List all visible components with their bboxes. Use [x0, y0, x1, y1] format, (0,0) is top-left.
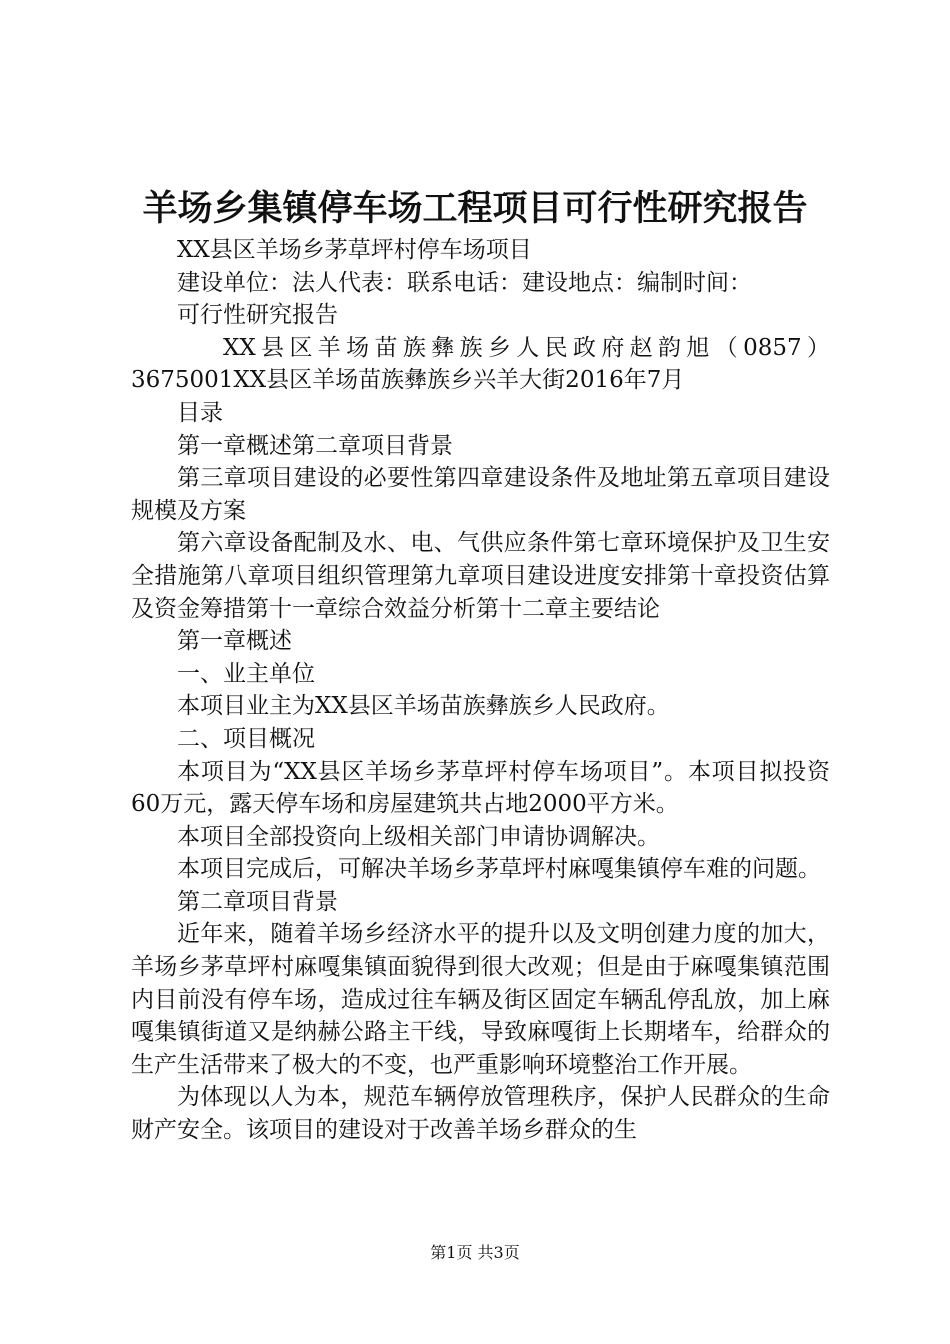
- heading-project-overview: 二、项目概况: [177, 725, 315, 752]
- heading-chapter-2: 第二章项目背景: [177, 888, 338, 915]
- paragraph-report-type: 可行性研究报告: [177, 302, 338, 329]
- paragraph-toc-line-3: 第六章设备配制及水、电、气供应条件第七章环境保护及卫生安全措施第八章项目组织管理第九章项目建设进度安排第十章投资估算及资金筹措第十一章综合效益分析第十二章主要结论: [131, 530, 830, 622]
- paragraph-purpose: 为体现以人为本，规范车辆停放管理秩序，保护人民群众的生命财产安全。该项目的建设对于改善羊场乡群众的生: [131, 1084, 830, 1144]
- paragraph-toc-line-2: 第三章项目建设的必要性第四章建设条件及地址第五章项目建设规模及方案: [131, 465, 830, 524]
- heading-chapter-1: 第一章概述: [177, 628, 292, 655]
- paragraph-info-fields: 建设单位：法人代表：联系电话：建设地点：编制时间：: [177, 269, 752, 296]
- heading-owner-unit: 一、业主单位: [177, 660, 315, 687]
- paragraph-project-outcome: 本项目完成后，可解决羊场乡茅草坪村麻嘎集镇停车难的问题。: [177, 856, 821, 883]
- paragraph-unit-details: XX县区羊场苗族彝族乡人民政府赵韵旭（0857）3675001XX县区羊场苗族彝族乡兴羊大街2016年7月: [131, 334, 830, 394]
- page-footer: 第1页 共3页: [430, 1243, 520, 1262]
- paragraph-toc-heading: 目录: [177, 399, 223, 426]
- document-body: [131, 234, 830, 1147]
- paragraph-investment-source: 本项目全部投资向上级相关部门申请协调解决。: [177, 823, 660, 850]
- document-title: 羊场乡集镇停车场工程项目可行性研究报告: [142, 188, 808, 229]
- paragraph-background: 近年来，随着羊场乡经济水平的提升以及文明创建力度的加大，羊场乡茅草坪村麻嘎集镇面貌得到很大改观；但是由于麻嘎集镇范围内目前没有停车场，造成过往车辆及街区固定车辆乱停乱放，加上麻嘎集镇街道又是纳赫公路主干线，导致麻嘎街上长期堵车，给群众的生产生活带来了极大的不变，也严重影响环境整治工作开展。: [131, 921, 830, 1078]
- paragraph-toc-line-1: 第一章概述第二章项目背景: [177, 432, 453, 459]
- paragraph-project-name: XX县区羊场乡茅草坪村停车场项目: [177, 237, 532, 263]
- paragraph-project-overview: 本项目为“XX县区羊场乡茅草坪村停车场项目”。本项目拟投资60万元，露天停车场和房屋建筑共占地2000平方米。: [131, 758, 830, 818]
- paragraph-owner-unit: 本项目业主为XX县区羊场苗族彝族乡人民政府。: [177, 693, 670, 720]
